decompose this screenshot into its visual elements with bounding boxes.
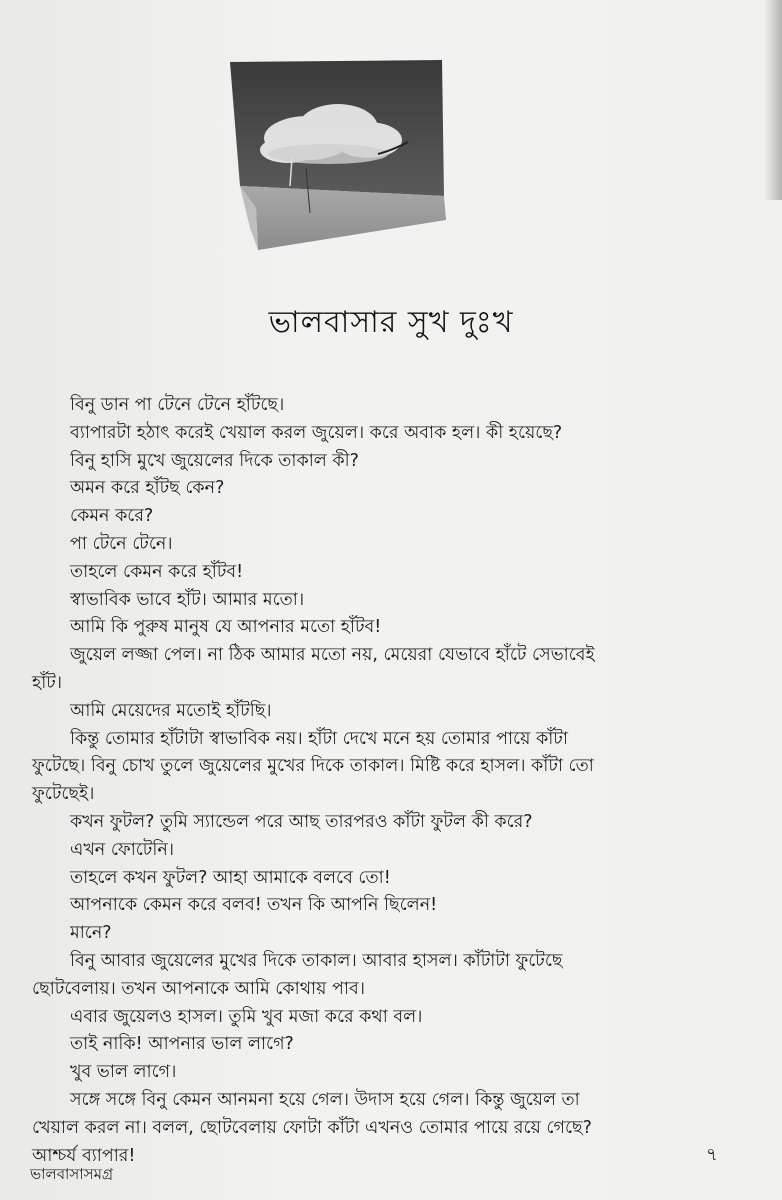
cloud-illustration: [228, 58, 446, 253]
paragraph-line: খেয়াল করল না। বলল, ছোটবেলায় ফোটা কাঁটা এখনও তোমার পায়ে রয়ে গেছে?: [32, 1117, 592, 1138]
story-title: ভালবাসার সুখ দুঃখ: [268, 305, 514, 340]
paragraph-line: ব্যাপারটা হঠাৎ করেই খেয়াল করল জুয়েল। করে অবাক হল। কী হয়েছে?: [70, 422, 563, 443]
paragraph-line: এবার জুয়েলও হাসল। তুমি খুব মজা করে কথা বল।: [70, 1006, 423, 1027]
running-footer-book-title: ভালবাসাসমগ্র: [30, 1165, 114, 1183]
paragraph-line: আশ্চর্য ব্যাপার!: [32, 1145, 136, 1166]
paragraph-line: পা টেনে টেনে।: [70, 533, 173, 554]
paragraph-line: হাঁট।: [32, 672, 63, 693]
paragraph-line: কিন্তু তোমার হাঁটাটা স্বাভাবিক নয়। হাঁটা দেখে মনে হয় তোমার পায়ে কাঁটা: [70, 728, 568, 749]
paragraph-line: স্বাভাবিক ভাবে হাঁট। আমার মতো।: [70, 589, 305, 610]
paragraph-line: তাহলে কখন ফুটল? আহা আমাকে বলবে তো!: [70, 867, 391, 888]
paragraph-line: বিনু ডান পা টেনে টেনে হাঁটছে।: [70, 395, 285, 415]
paragraph-line: ছোটবেলায়। তখন আপনাকে আমি কোথায় পাব।: [32, 978, 365, 999]
paragraph-line: অমন করে হাঁটছ কেন?: [70, 478, 225, 499]
paragraph-line: বিনু আবার জুয়েলের মুখের দিকে তাকাল। আবার হাসল। কাঁটাটা ফুটেছে: [70, 950, 563, 971]
paragraph-line: খুব ভাল লাগে।: [70, 1062, 177, 1083]
paragraph-line: ফুটেছেই।: [32, 784, 95, 805]
paragraph-line: এখন ফোটেনি।: [70, 839, 175, 860]
page-number: ৭: [706, 1144, 718, 1165]
paragraph-line: সঙ্গে সঙ্গে বিনু কেমন আনমনা হয়ে গেল। উদাস হয়ে গেল। কিন্তু জুয়েল তা: [70, 1089, 580, 1110]
paragraph-line: ফুটেছে। বিনু চোখ তুলে জুয়েলের মুখের দিকে তাকাল। মিষ্টি করে হাসল। কাঁটা তো: [32, 756, 594, 777]
story-body: [32, 392, 730, 1170]
paragraph-line: তাহলে কেমন করে হাঁটব!: [70, 561, 244, 582]
paragraph-line: জুয়েল লজ্জা পেল। না ঠিক আমার মতো নয়, মেয়েরা যেভাবে হাঁটে সেভাবেই: [70, 645, 595, 666]
paragraph-line: কেমন করে?: [70, 506, 154, 527]
paragraph-line: মানে?: [70, 923, 112, 944]
paragraph-line: আমি কি পুরুষ মানুষ যে আপনার মতো হাঁটব!: [70, 617, 382, 638]
paragraph-line: আমি মেয়েদের মতোই হাঁটছি।: [70, 700, 272, 721]
paragraph-line: আপনাকে কেমন করে বলব! তখন কি আপনি ছিলেন!: [70, 895, 438, 916]
page-edge-shadow: [764, 0, 782, 200]
paragraph-line: কখন ফুটল? তুমি স্যান্ডেল পরে আছ তারপরও কাঁটা ফুটল কী করে?: [70, 811, 533, 832]
paragraph-line: বিনু হাসি মুখে জুয়েলের দিকে তাকাল কী?: [70, 450, 359, 471]
paragraph-line: তাই নাকি! আপনার ভাল লাগে?: [70, 1034, 294, 1055]
